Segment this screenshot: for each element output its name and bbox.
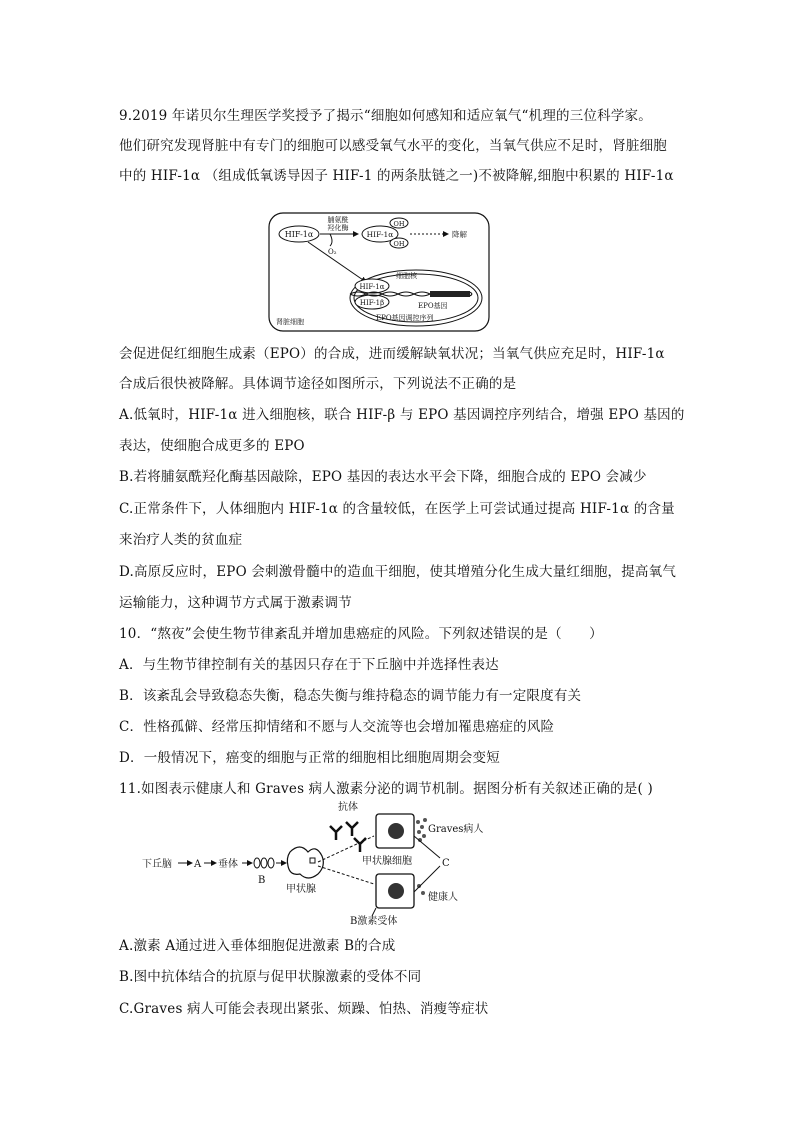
hif1b-label: HIF-1β: [359, 299, 385, 307]
q9-option-b: B.若将脯氨酰羟化酶基因敲除，EPO 基因的表达水平会下降，细胞合成的 EPO 会减少: [119, 469, 647, 485]
enzyme-label-2: 羟化酶: [327, 224, 349, 232]
enzyme-label-1: 脯氨酰: [327, 216, 349, 224]
graves-label: Graves病人: [428, 824, 484, 835]
thyroid-gland-shape: [287, 847, 323, 878]
q9-option-d-line-2: 运输能力，这种调节方式属于激素调节: [119, 595, 352, 611]
antibody-label: 抗体: [338, 802, 358, 813]
hif1a-label-2: HIF-1α: [366, 230, 394, 239]
hif1a-nucleus-label: HIF-1α: [359, 283, 385, 291]
epo-gene-label: EPO基因: [418, 302, 448, 310]
q9-after-line-1: 会促进促红细胞生成素（EPO）的合成，进而缓解缺氧状况；当氧气供应充足时，HIF-1α: [119, 346, 665, 362]
q9-intro-line-3: 中的 HIF-1α （组成低氧诱导因子 HIF-1 的两条肽链之一)不被降解,细胞中积累的 HIF-1α: [119, 168, 674, 184]
q9-intro-line-1: 9.2019 年诺贝尔生理医学奖授予了揭示“细胞如何感知和适应氧气“机理的三位科学家。: [119, 108, 652, 124]
q9-option-c-line-2: 来治疗人类的贫血症: [119, 532, 243, 548]
q9-option-c-line-1: C.正常条件下，人体细胞内 HIF-1α 的含量较低，在医学上可尝试通过提高 HIF-1α 的含量: [119, 501, 675, 517]
q9-intro-line-2: 他们研究发现肾脏中有专门的细胞可以感受氧气水平的变化，当氧气供应不足时，肾脏细胞: [119, 138, 667, 154]
thyroid-cell-label: 甲状腺细胞: [362, 856, 412, 867]
hif1a-label: HIF-1α: [284, 230, 314, 239]
q10-option-a: A．与生物节律控制有关的基因只存在于下丘脑中并选择性表达: [119, 657, 499, 673]
oh-label-2: OH: [393, 240, 405, 248]
q9-option-a-line-2: 表达，使细胞合成更多的 EPO: [119, 438, 305, 454]
hif-regulation-figure: [268, 212, 490, 336]
q10-option-d: D．一般情况下，癌变的细胞与正常的细胞相比细胞周期会变短: [119, 750, 500, 766]
antibody-shape-2: [346, 822, 358, 836]
q10-option-b: B．该紊乱会导致稳态失衡，稳态失衡与维持稳态的调节能力有一定限度有关: [119, 688, 582, 704]
epo-regulatory-label: EPO基因调控序列: [376, 314, 434, 322]
nucleus-label: 细胞核: [396, 272, 417, 280]
kidney-cell-label: 肾脏细胞: [276, 318, 304, 326]
thyroid-label: 甲状腺: [286, 884, 316, 895]
q9-option-d-line-1: D.高原反应时，EPO 会刺激骨髓中的造血干细胞，使其增殖分化生成大量红细胞，提高氧气: [119, 564, 677, 580]
graves-cell-nucleus: [388, 823, 404, 839]
epo-gene-block: [430, 291, 470, 297]
hypothalamus-label: 下丘脑: [142, 859, 172, 870]
healthy-cell-nucleus: [388, 883, 404, 899]
q11-option-c: C.Graves 病人可能会表现出紧张、烦躁、怕热、消瘦等症状: [119, 1001, 489, 1017]
o2-label: O₂: [328, 248, 337, 256]
oh-label-1: OH: [393, 220, 405, 228]
healthy-label: 健康人: [428, 892, 458, 903]
antibody-shape-1: [330, 826, 342, 840]
hormone-c-label: C: [442, 858, 450, 869]
hormone-a-label: A: [194, 859, 202, 870]
graves-regulation-figure: [140, 800, 500, 932]
q10-stem: 10．“熬夜”会使生物节律紊乱并增加患癌症的风险。下列叙述错误的是（ ）: [119, 626, 603, 642]
q9-after-line-2: 合成后很快被降解。具体调节途径如图所示，下列说法不正确的是: [119, 376, 517, 392]
q10-option-c: C．性格孤僻、经常压抑情绪和不愿与人交流等也会增加罹患癌症的风险: [119, 719, 555, 735]
degrade-label: 降解: [452, 230, 467, 239]
q11-option-b: B.图中抗体结合的抗原与促甲状腺激素的受体不同: [119, 969, 422, 985]
q11-stem: 11.如图表示健康人和 Graves 病人激素分泌的调节机制。据图分析有关叙述正确的是( ): [119, 781, 653, 797]
hormone-b-label: B: [258, 875, 266, 886]
b-receptor-label: B激素受体: [350, 916, 398, 927]
q11-option-a: A.激素 A通过进入垂体细胞促进激素 B的合成: [119, 938, 396, 954]
pituitary-label: 垂体: [218, 859, 238, 870]
q9-option-a-line-1: A.低氧时，HIF-1α 进入细胞核，联合 HIF-β 与 EPO 基因调控序列结合，增强 EPO 基因的: [119, 407, 685, 423]
